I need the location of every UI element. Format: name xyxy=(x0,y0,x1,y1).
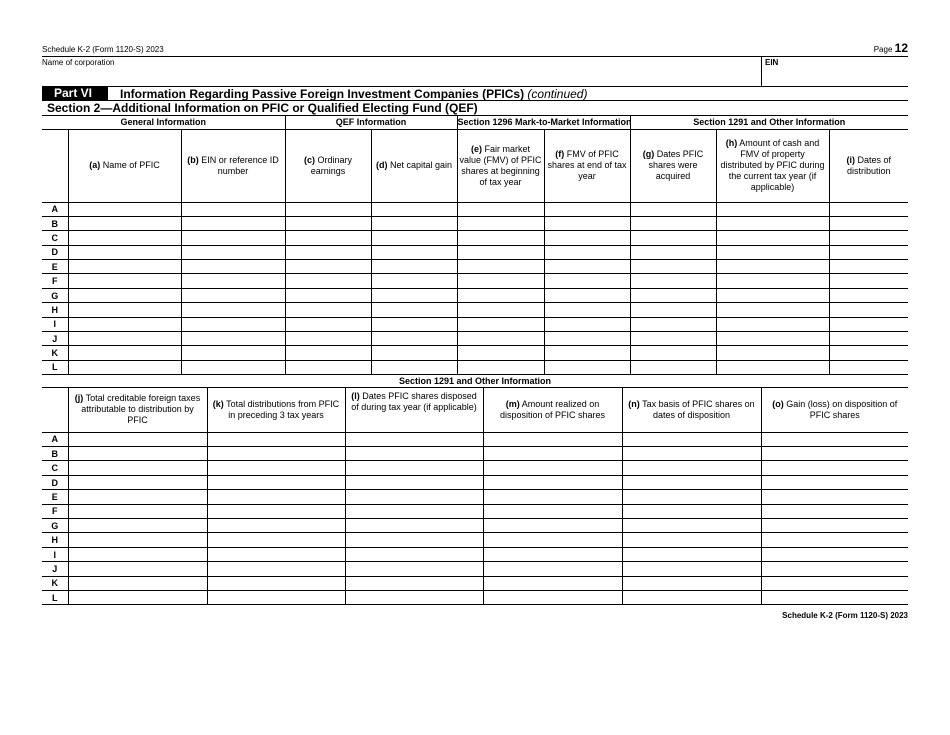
pfic-input-cell[interactable] xyxy=(829,274,908,288)
section-1291-input-cell[interactable] xyxy=(207,432,345,446)
pfic-input-cell[interactable] xyxy=(829,288,908,302)
pfic-input-cell[interactable] xyxy=(181,303,285,317)
pfic-input-cell[interactable] xyxy=(181,202,285,216)
pfic-input-cell[interactable] xyxy=(285,216,371,230)
group-general: General Information xyxy=(42,116,285,129)
pfic-input-cell[interactable] xyxy=(829,245,908,259)
pfic-input-cell[interactable] xyxy=(544,216,630,230)
pfic-input-cell[interactable] xyxy=(829,231,908,245)
pfic-input-cell[interactable] xyxy=(716,202,829,216)
table-2-body xyxy=(42,432,908,605)
section-1291-band: Section 1291 and Other Information xyxy=(42,375,908,388)
row-label: H xyxy=(42,533,68,547)
pfic-input-cell[interactable] xyxy=(829,346,908,360)
pfic-input-cell[interactable] xyxy=(630,216,716,230)
pfic-input-cell[interactable] xyxy=(630,274,716,288)
section-1291-input-cell[interactable] xyxy=(207,461,345,475)
pfic-input-cell[interactable] xyxy=(181,260,285,274)
section-1291-input-cell[interactable] xyxy=(761,490,908,504)
pfic-input-cell[interactable] xyxy=(285,260,371,274)
pfic-input-cell[interactable] xyxy=(371,317,457,331)
pfic-input-cell[interactable] xyxy=(285,288,371,302)
section-1291-input-cell[interactable] xyxy=(207,547,345,561)
section-title: Section 2—Additional Information on PFIC or Qualified Electing Fund (QEF) xyxy=(42,101,908,116)
pfic-input-cell[interactable] xyxy=(829,260,908,274)
pfic-input-cell[interactable] xyxy=(829,332,908,346)
pfic-input-cell[interactable] xyxy=(68,274,181,288)
pfic-input-cell[interactable] xyxy=(371,303,457,317)
row-label: I xyxy=(42,317,68,331)
section-1291-input-cell[interactable] xyxy=(761,504,908,518)
ein-label: EIN xyxy=(765,58,779,67)
row-label: D xyxy=(42,475,68,489)
form-title: Schedule K-2 (Form 1120-S) 2023 xyxy=(42,45,164,54)
part-badge: Part VI xyxy=(42,87,108,100)
section-1291-input-cell[interactable] xyxy=(622,447,761,461)
part-header xyxy=(42,87,908,101)
footer-form-title: Schedule K-2 (Form 1120-S) 2023 xyxy=(782,611,908,621)
section-1291-input-cell[interactable] xyxy=(622,547,761,561)
section-1291-input-cell[interactable] xyxy=(483,447,622,461)
row-label: J xyxy=(42,562,68,576)
section-1291-input-cell[interactable] xyxy=(345,576,483,590)
section-1291-input-cell[interactable] xyxy=(68,490,207,504)
table-row xyxy=(42,360,908,374)
section-1291-input-cell[interactable] xyxy=(345,547,483,561)
pfic-input-cell[interactable] xyxy=(829,216,908,230)
pfic-input-cell[interactable] xyxy=(630,245,716,259)
pfic-input-cell[interactable] xyxy=(457,216,544,230)
table-row xyxy=(42,447,908,461)
pfic-input-cell[interactable] xyxy=(716,260,829,274)
section-1291-input-cell[interactable] xyxy=(622,576,761,590)
group-qef: QEF Information xyxy=(285,116,457,129)
pfic-input-cell[interactable] xyxy=(181,360,285,374)
pfic-input-cell[interactable] xyxy=(630,303,716,317)
row-label: J xyxy=(42,332,68,346)
section-1291-input-cell[interactable] xyxy=(483,562,622,576)
pfic-input-cell[interactable] xyxy=(181,231,285,245)
pfic-input-cell[interactable] xyxy=(829,360,908,374)
row-label: H xyxy=(42,303,68,317)
section-1291-input-cell[interactable] xyxy=(483,475,622,489)
section-1291-input-cell[interactable] xyxy=(483,547,622,561)
row-label: F xyxy=(42,504,68,518)
section-1291-input-cell[interactable] xyxy=(483,432,622,446)
col-m: (m) Amount realized on disposition of PFIC shares xyxy=(483,388,622,432)
section-1291-input-cell[interactable] xyxy=(622,504,761,518)
pfic-input-cell[interactable] xyxy=(285,231,371,245)
pfic-input-cell[interactable] xyxy=(716,360,829,374)
section-1291-input-cell[interactable] xyxy=(622,590,761,604)
table-row xyxy=(42,303,908,317)
table-row xyxy=(42,317,908,331)
col-h: (h) Amount of cash and FMV of property distributed by PFIC during the current tax year (if applicable) xyxy=(716,129,829,202)
pfic-input-cell[interactable] xyxy=(716,303,829,317)
table-row xyxy=(42,547,908,561)
row-label: B xyxy=(42,447,68,461)
section-1291-input-cell[interactable] xyxy=(68,461,207,475)
section-1291-input-cell[interactable] xyxy=(761,475,908,489)
section-1291-input-cell[interactable] xyxy=(622,432,761,446)
pfic-input-cell[interactable] xyxy=(181,317,285,331)
pfic-input-cell[interactable] xyxy=(285,332,371,346)
page-header xyxy=(42,40,908,57)
table-row xyxy=(42,274,908,288)
pfic-input-cell[interactable] xyxy=(829,303,908,317)
row-label: F xyxy=(42,274,68,288)
pfic-input-cell[interactable] xyxy=(68,332,181,346)
section-1291-input-cell[interactable] xyxy=(207,519,345,533)
section-1291-input-cell[interactable] xyxy=(622,461,761,475)
row-label: E xyxy=(42,490,68,504)
section-1291-input-cell[interactable] xyxy=(207,504,345,518)
row-label: D xyxy=(42,245,68,259)
pfic-input-cell[interactable] xyxy=(68,360,181,374)
table-row xyxy=(42,475,908,489)
pfic-input-cell[interactable] xyxy=(371,274,457,288)
section-1291-input-cell[interactable] xyxy=(483,576,622,590)
pfic-input-cell[interactable] xyxy=(544,260,630,274)
part-title-text: Information Regarding Passive Foreign Investment Companies (PFICs) xyxy=(120,86,525,101)
table-row xyxy=(42,346,908,360)
section-1291-input-cell[interactable] xyxy=(761,461,908,475)
pfic-input-cell[interactable] xyxy=(181,332,285,346)
table-row xyxy=(42,288,908,302)
row-label: I xyxy=(42,547,68,561)
section-1291-input-cell[interactable] xyxy=(345,461,483,475)
pfic-input-cell[interactable] xyxy=(544,288,630,302)
col-o: (o) Gain (loss) on disposition of PFIC shares xyxy=(761,388,908,432)
row-label: L xyxy=(42,360,68,374)
pfic-input-cell[interactable] xyxy=(544,231,630,245)
corporation-name-label: Name of corporation xyxy=(42,58,115,67)
table-row xyxy=(42,590,908,604)
pfic-input-cell[interactable] xyxy=(716,231,829,245)
section-1291-input-cell[interactable] xyxy=(483,461,622,475)
section-1291-input-cell[interactable] xyxy=(761,447,908,461)
pfic-input-cell[interactable] xyxy=(285,274,371,288)
col-e: (e) Fair market value (FMV) of PFIC shares at beginning of tax year xyxy=(457,129,544,202)
row-label: B xyxy=(42,216,68,230)
pfic-input-cell[interactable] xyxy=(285,245,371,259)
section-1291-input-cell[interactable] xyxy=(483,590,622,604)
pfic-input-cell[interactable] xyxy=(544,274,630,288)
pfic-input-cell[interactable] xyxy=(544,303,630,317)
row-label: C xyxy=(42,461,68,475)
part-title xyxy=(108,87,587,101)
section-1291-input-cell[interactable] xyxy=(483,533,622,547)
col-k: (k) Total distributions from PFIC in preceding 3 tax years xyxy=(207,388,345,432)
pfic-input-cell[interactable] xyxy=(829,202,908,216)
col-j: (j) Total creditable foreign taxes attributable to distribution by PFIC xyxy=(68,388,207,432)
section-1291-input-cell[interactable] xyxy=(345,519,483,533)
table-1-body xyxy=(42,202,908,375)
pfic-input-cell[interactable] xyxy=(716,317,829,331)
table-row xyxy=(42,245,908,259)
corporation-row xyxy=(42,57,908,87)
section-1291-input-cell[interactable] xyxy=(68,562,207,576)
section-1291-input-cell[interactable] xyxy=(207,562,345,576)
row-label: K xyxy=(42,346,68,360)
pfic-input-cell[interactable] xyxy=(457,274,544,288)
section-1291-input-cell[interactable] xyxy=(207,447,345,461)
section-1291-input-cell[interactable] xyxy=(761,562,908,576)
table-row xyxy=(42,490,908,504)
pfic-input-cell[interactable] xyxy=(457,260,544,274)
col-l: (l) Dates PFIC shares disposed of during tax year (if applicable) xyxy=(345,388,483,432)
section-1291-input-cell[interactable] xyxy=(345,475,483,489)
pfic-input-cell[interactable] xyxy=(630,332,716,346)
table-row xyxy=(42,519,908,533)
page-number-value: 12 xyxy=(894,41,908,55)
pfic-input-cell[interactable] xyxy=(716,274,829,288)
pfic-input-cell[interactable] xyxy=(457,231,544,245)
pfic-input-cell[interactable] xyxy=(716,245,829,259)
section-1291-input-cell[interactable] xyxy=(207,533,345,547)
pfic-input-cell[interactable] xyxy=(457,360,544,374)
pfic-input-cell[interactable] xyxy=(457,202,544,216)
pfic-input-cell[interactable] xyxy=(544,317,630,331)
pfic-input-cell[interactable] xyxy=(544,346,630,360)
pfic-input-cell[interactable] xyxy=(68,260,181,274)
pfic-input-cell[interactable] xyxy=(68,245,181,259)
section-1291-input-cell[interactable] xyxy=(761,519,908,533)
pfic-input-cell[interactable] xyxy=(285,303,371,317)
row-label: G xyxy=(42,288,68,302)
pfic-input-cell[interactable] xyxy=(544,332,630,346)
pfic-input-cell[interactable] xyxy=(181,288,285,302)
col-g: (g) Dates PFIC shares were acquired xyxy=(630,129,716,202)
pfic-table-1 xyxy=(42,116,908,375)
section-1291-input-cell[interactable] xyxy=(68,519,207,533)
section-1291-input-cell[interactable] xyxy=(622,519,761,533)
pfic-input-cell[interactable] xyxy=(371,360,457,374)
pfic-input-cell[interactable] xyxy=(285,360,371,374)
pfic-input-cell[interactable] xyxy=(544,360,630,374)
pfic-input-cell[interactable] xyxy=(544,245,630,259)
pfic-input-cell[interactable] xyxy=(371,231,457,245)
section-1291-input-cell[interactable] xyxy=(761,432,908,446)
pfic-input-cell[interactable] xyxy=(630,360,716,374)
pfic-input-cell[interactable] xyxy=(716,216,829,230)
pfic-input-cell[interactable] xyxy=(630,260,716,274)
pfic-input-cell[interactable] xyxy=(716,332,829,346)
part-title-suffix: (continued) xyxy=(527,86,588,101)
section-1291-input-cell[interactable] xyxy=(345,533,483,547)
section-1291-input-cell[interactable] xyxy=(345,432,483,446)
pfic-input-cell[interactable] xyxy=(181,274,285,288)
section-1291-input-cell[interactable] xyxy=(68,432,207,446)
section-1291-input-cell[interactable] xyxy=(345,504,483,518)
pfic-input-cell[interactable] xyxy=(371,332,457,346)
column-header-row xyxy=(42,129,908,202)
pfic-input-cell[interactable] xyxy=(716,288,829,302)
section-1291-input-cell[interactable] xyxy=(622,533,761,547)
pfic-input-cell[interactable] xyxy=(181,245,285,259)
section-1291-input-cell[interactable] xyxy=(761,533,908,547)
row-label: C xyxy=(42,231,68,245)
section-1291-input-cell[interactable] xyxy=(345,590,483,604)
table-row xyxy=(42,504,908,518)
pfic-input-cell[interactable] xyxy=(181,346,285,360)
section-1291-input-cell[interactable] xyxy=(207,490,345,504)
table-row xyxy=(42,576,908,590)
pfic-input-cell[interactable] xyxy=(371,260,457,274)
col-d: (d) Net capital gain xyxy=(371,129,457,202)
table-row xyxy=(42,533,908,547)
pfic-input-cell[interactable] xyxy=(457,303,544,317)
col-n: (n) Tax basis of PFIC shares on dates of disposition xyxy=(622,388,761,432)
row-label: A xyxy=(42,202,68,216)
section-1291-input-cell[interactable] xyxy=(68,576,207,590)
section-1291-input-cell[interactable] xyxy=(483,504,622,518)
col-b: (b) EIN or reference ID number xyxy=(181,129,285,202)
col-c: (c) Ordinary earnings xyxy=(285,129,371,202)
section-1291-input-cell[interactable] xyxy=(622,562,761,576)
section-1291-input-cell[interactable] xyxy=(483,519,622,533)
section-1291-input-cell[interactable] xyxy=(345,562,483,576)
pfic-input-cell[interactable] xyxy=(68,317,181,331)
section-1291-input-cell[interactable] xyxy=(68,504,207,518)
form-page xyxy=(42,40,908,620)
pfic-input-cell[interactable] xyxy=(630,231,716,245)
column-header-row-2 xyxy=(42,388,908,432)
page-label: Page xyxy=(873,45,893,54)
section-1291-input-cell[interactable] xyxy=(68,533,207,547)
pfic-input-cell[interactable] xyxy=(630,346,716,360)
table-row xyxy=(42,332,908,346)
section-1291-input-cell[interactable] xyxy=(68,547,207,561)
pfic-input-cell[interactable] xyxy=(829,317,908,331)
table-row xyxy=(42,216,908,230)
pfic-input-cell[interactable] xyxy=(371,346,457,360)
pfic-input-cell[interactable] xyxy=(68,231,181,245)
pfic-input-cell[interactable] xyxy=(68,288,181,302)
pfic-input-cell[interactable] xyxy=(457,317,544,331)
pfic-input-cell[interactable] xyxy=(371,288,457,302)
pfic-input-cell[interactable] xyxy=(181,216,285,230)
table-row xyxy=(42,562,908,576)
row-label: L xyxy=(42,590,68,604)
section-1291-input-cell[interactable] xyxy=(68,447,207,461)
pfic-input-cell[interactable] xyxy=(544,202,630,216)
pfic-input-cell[interactable] xyxy=(457,332,544,346)
section-1291-input-cell[interactable] xyxy=(68,590,207,604)
section-1291-input-cell[interactable] xyxy=(345,490,483,504)
row-label: E xyxy=(42,260,68,274)
pfic-input-cell[interactable] xyxy=(630,202,716,216)
section-1291-input-cell[interactable] xyxy=(761,576,908,590)
pfic-table-2 xyxy=(42,388,908,605)
table-row xyxy=(42,231,908,245)
pfic-input-cell[interactable] xyxy=(371,245,457,259)
table-row xyxy=(42,260,908,274)
section-1291-input-cell[interactable] xyxy=(622,475,761,489)
row-label: K xyxy=(42,576,68,590)
section-1291-input-cell[interactable] xyxy=(761,547,908,561)
ein-field[interactable] xyxy=(761,57,908,86)
section-1291-input-cell[interactable] xyxy=(622,490,761,504)
page-number xyxy=(874,41,908,56)
pfic-input-cell[interactable] xyxy=(68,202,181,216)
row-label: A xyxy=(42,432,68,446)
section-1291-input-cell[interactable] xyxy=(68,475,207,489)
corporation-name-field[interactable] xyxy=(42,57,761,86)
section-1291-input-cell[interactable] xyxy=(345,447,483,461)
pfic-input-cell[interactable] xyxy=(457,245,544,259)
pfic-input-cell[interactable] xyxy=(285,202,371,216)
pfic-input-cell[interactable] xyxy=(716,346,829,360)
group-1291: Section 1291 and Other Information xyxy=(630,116,908,129)
pfic-input-cell[interactable] xyxy=(285,346,371,360)
section-1291-input-cell[interactable] xyxy=(483,490,622,504)
section-1291-input-cell[interactable] xyxy=(761,590,908,604)
pfic-input-cell[interactable] xyxy=(630,317,716,331)
pfic-input-cell[interactable] xyxy=(457,288,544,302)
col-i: (i) Dates of distribution xyxy=(829,129,908,202)
table-row xyxy=(42,202,908,216)
section-1291-input-cell[interactable] xyxy=(207,475,345,489)
col-f: (f) FMV of PFIC shares at end of tax year xyxy=(544,129,630,202)
row-label: G xyxy=(42,519,68,533)
pfic-input-cell[interactable] xyxy=(457,346,544,360)
pfic-input-cell[interactable] xyxy=(68,216,181,230)
col-a: (a) Name of PFIC xyxy=(68,129,181,202)
table-row xyxy=(42,461,908,475)
section-1291-input-cell[interactable] xyxy=(207,590,345,604)
pfic-input-cell[interactable] xyxy=(630,288,716,302)
pfic-input-cell[interactable] xyxy=(285,317,371,331)
pfic-input-cell[interactable] xyxy=(68,303,181,317)
section-1291-input-cell[interactable] xyxy=(207,576,345,590)
group-header-row xyxy=(42,116,908,129)
pfic-input-cell[interactable] xyxy=(371,216,457,230)
table-row xyxy=(42,432,908,446)
group-1296: Section 1296 Mark-to-Market Information xyxy=(457,117,632,128)
pfic-input-cell[interactable] xyxy=(371,202,457,216)
pfic-input-cell[interactable] xyxy=(68,346,181,360)
